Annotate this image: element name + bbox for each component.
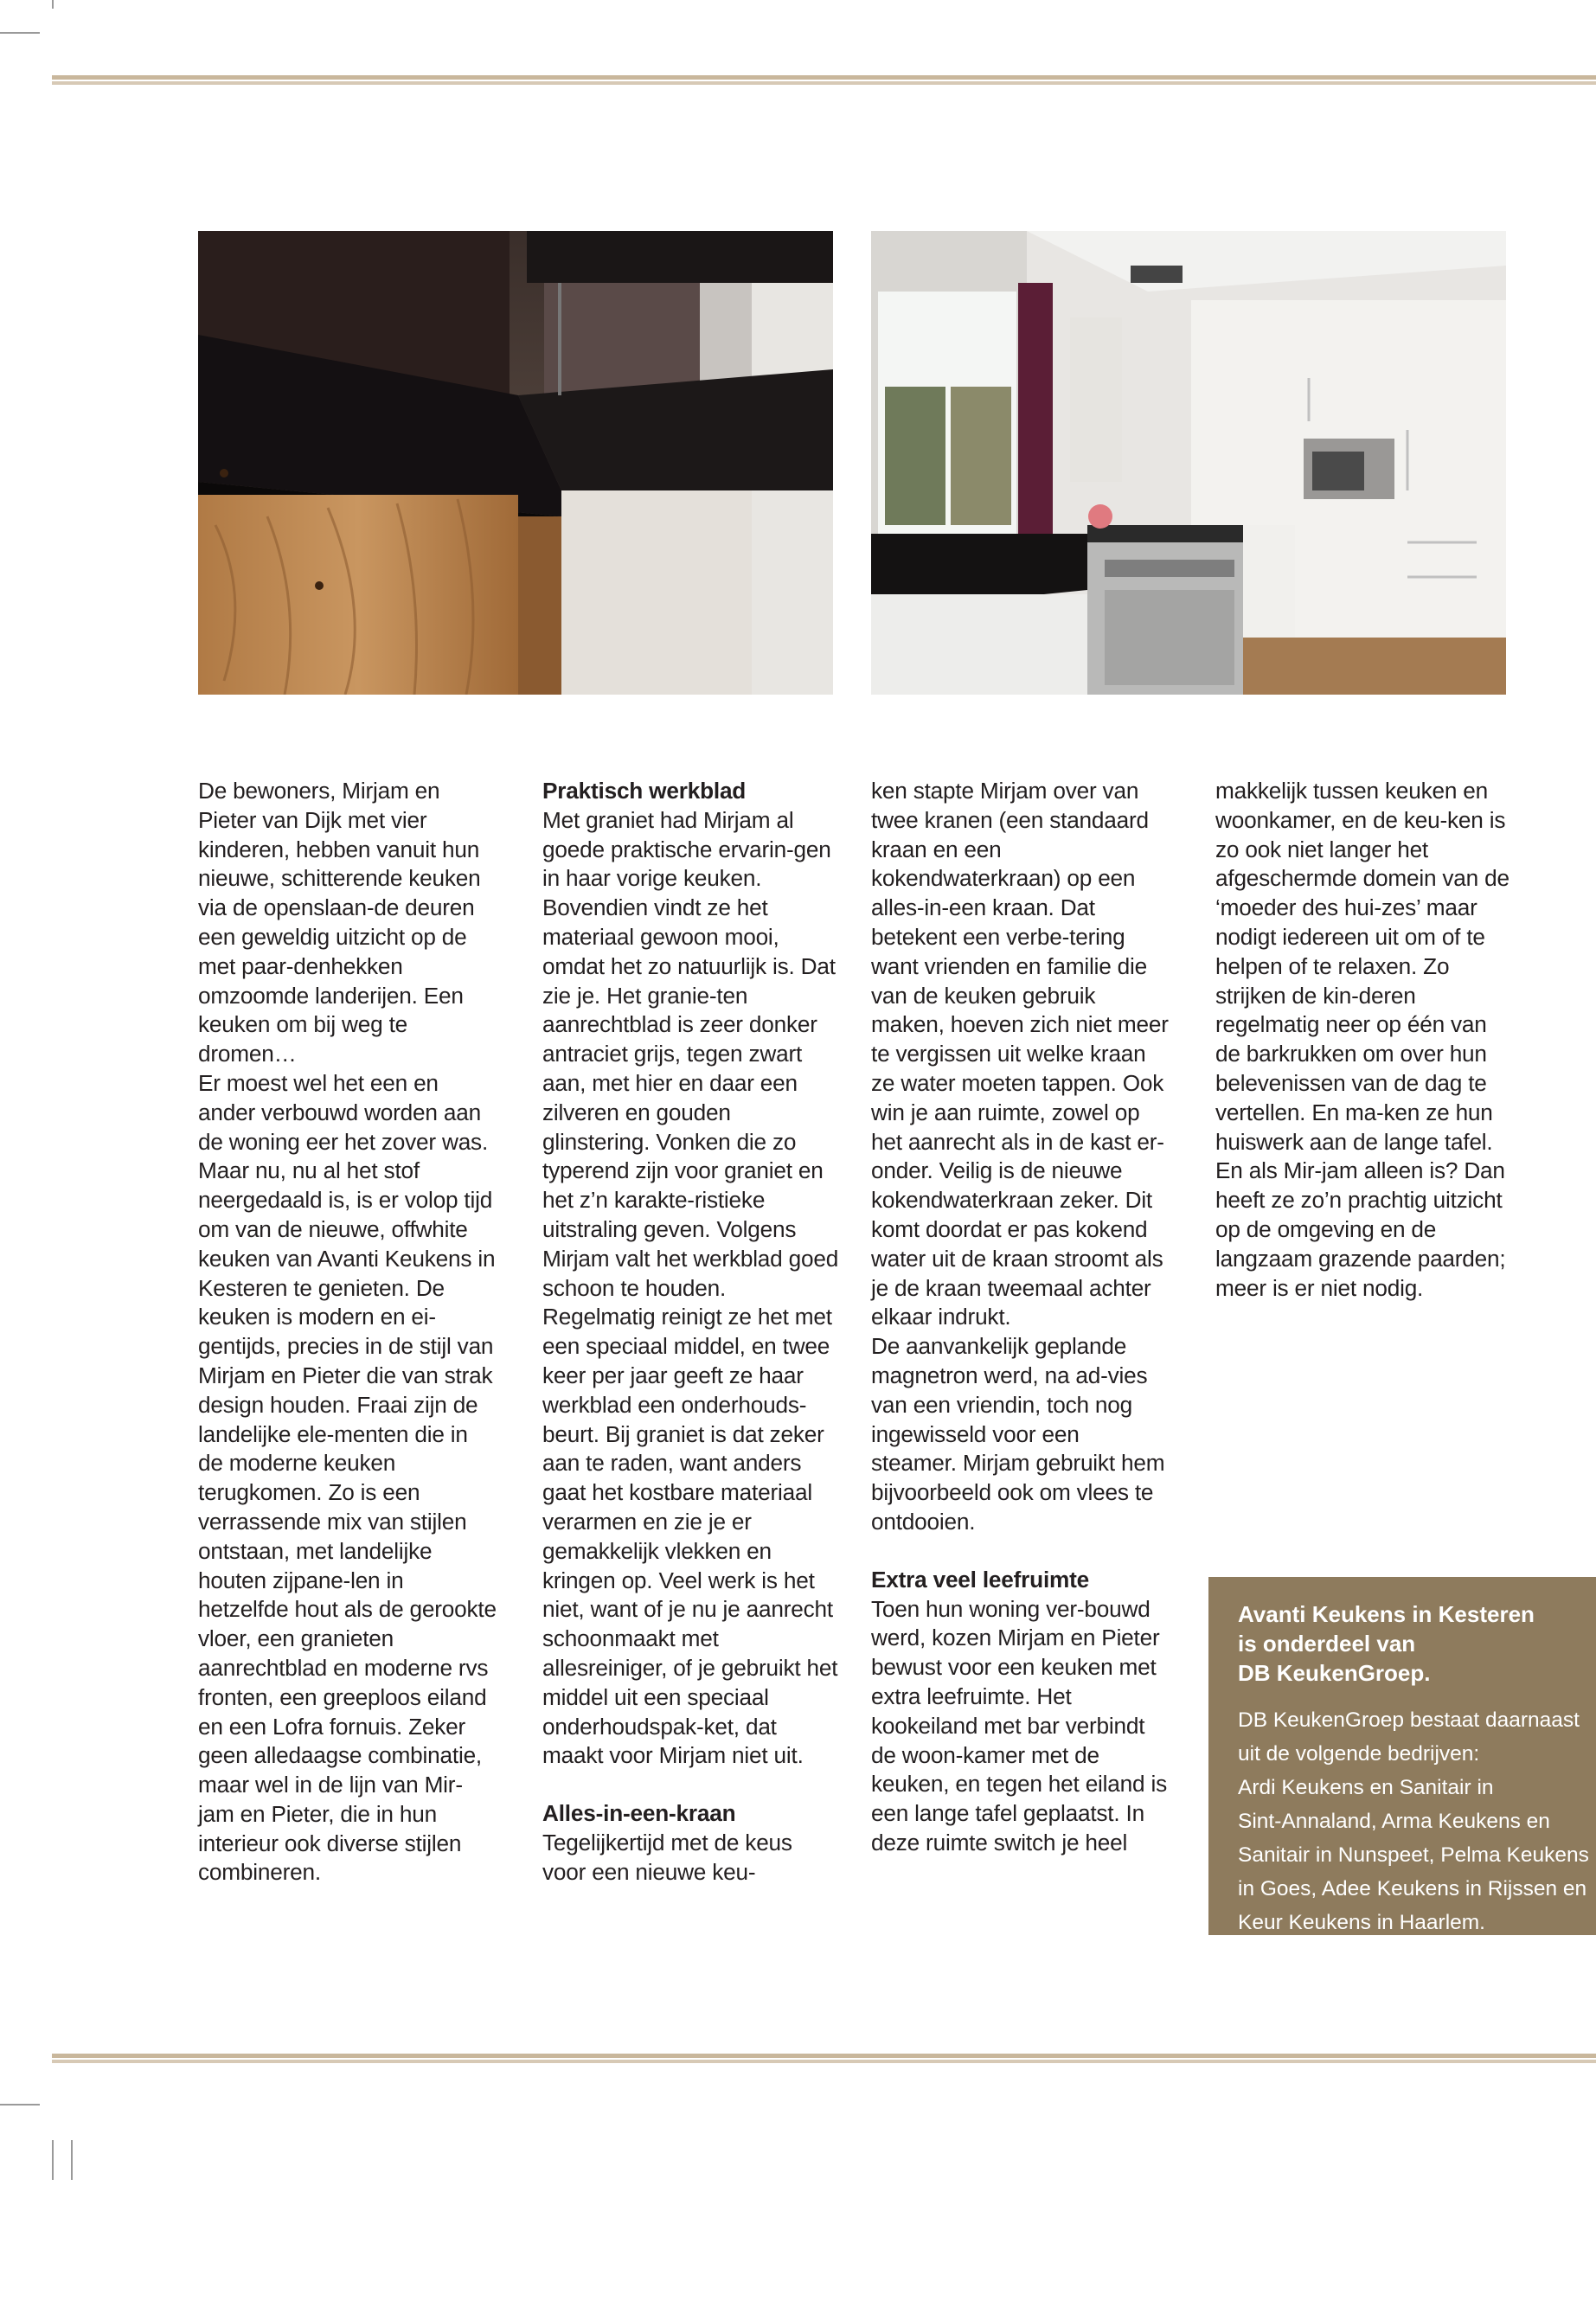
- info-box-line: Ardi Keukens en Sanitair in: [1238, 1776, 1494, 1799]
- crop-mark: [71, 2140, 73, 2180]
- crop-mark: [52, 0, 54, 9]
- paragraph: makkelijk tussen keuken en woonkamer, en de keu-ken is zo ook niet langer het afgeschermde domein van de ‘moeder des hui-zes’ maar nodigt iedereen uit om of te helpen of te relaxen. Zo strijken de kin-deren regelmatig neer op één van de barkrukken om over hun belevenissen van de dag te vertellen. En ma-ken ze hun huiswerk aan de lange tafel. En als Mir-jam alleen is? Dan heeft ze zo’n prachtig uitzicht op de omgeving en de langzaam grazende paarden; meer is er niet nodig.: [1215, 778, 1509, 1301]
- info-box: [1208, 1577, 1596, 1935]
- subheading: Alles-in-een-kraan: [542, 1800, 736, 1827]
- paragraph: Met graniet had Mirjam al goede praktische ervarin-gen in haar vorige keuken. Bovendien vindt ze het materiaal gewoon mooi, omdat het zo natuurlijk is. Dat zie je. Het granie-ten aanrechtblad is zeer donker antraciet grijs, tegen zwart aan, met hier en daar een zilveren en gouden glinstering. Vonken die zo typerend zijn voor graniet en het z’n karakte-ristieke uitstraling geven. Volgens Mirjam valt het werkblad goed schoon te houden. Regelmatig reinigt ze het met een speciaal middel, en twee keer per jaar geeft ze haar werkblad een onderhouds-beurt. Bij graniet is dat zeker aan te raden, want anders gaat het kostbare materiaal verarmen en zie je er gemakkelijk vlekken en kringen op. Veel werk is het niet, want of je nu je aanrecht schoonmaakt met allesreiniger, of je gebruikt het middel uit een speciaal onderhoudspak-ket, dat maakt voor Mirjam niet uit.: [542, 806, 839, 1769]
- paragraph: De aanvankelijk geplande magnetron werd, na ad-vies van een vriendin, toch nog ingewisseld voor een steamer. Mirjam gebruikt hem bijvoorbeeld ook om vlees te ontdooien.: [871, 1333, 1165, 1535]
- paragraph: De bewoners, Mirjam en Pieter van Dijk met vier kinderen, hebben vanuit hun nieuwe, schitterende keuken via de openslaan-de deuren een geweldig uitzicht op de met paar-denhekken omzoomde landerijen. Een keuken om bij weg te dromen…: [198, 778, 481, 1067]
- info-box-title-line: is onderdeel van: [1238, 1631, 1416, 1657]
- article-column-4: [1215, 777, 1514, 1303]
- bottom-rule: [52, 2054, 1596, 2063]
- top-rule: [52, 75, 1596, 85]
- photo-countertop-closeup: [198, 231, 833, 695]
- info-box-title-line: DB KeukenGroep.: [1238, 1660, 1431, 1686]
- info-box-line: Sanitair in Nunspeet, Pelma Keukens: [1238, 1843, 1589, 1867]
- crop-mark: [0, 2104, 40, 2106]
- photo-countertop-closeup-image: [198, 231, 833, 695]
- crop-mark: [0, 32, 40, 34]
- article-column-1: [198, 777, 497, 1888]
- info-box-line: uit de volgende bedrijven:: [1238, 1742, 1480, 1766]
- paragraph: Tegelijkertijd met de keus voor een nieuwe keu-: [542, 1829, 792, 1885]
- subheading: Extra veel leefruimte: [871, 1566, 1089, 1593]
- info-box-title-line: Avanti Keukens in Kesteren: [1238, 1601, 1535, 1627]
- article-column-3: [871, 777, 1170, 1858]
- info-box-title: [1238, 1599, 1596, 1688]
- photo-kitchen-overview-image: [871, 231, 1506, 695]
- info-box-line: Keur Keukens in Haarlem.: [1238, 1911, 1485, 1934]
- subheading: Praktisch werkblad: [542, 778, 747, 804]
- info-box-line: in Goes, Adee Keukens in Rijssen en: [1238, 1877, 1587, 1900]
- photo-kitchen-overview: [871, 231, 1506, 695]
- info-box-line: DB KeukenGroep bestaat daarnaast: [1238, 1708, 1580, 1732]
- info-box-line: Sint-Annaland, Arma Keukens en: [1238, 1810, 1550, 1833]
- crop-mark: [52, 2140, 54, 2180]
- paragraph: ken stapte Mirjam over van twee kranen (een standaard kraan en een kokendwaterkraan) op een alles-in-een kraan. Dat betekent een verbe-tering want vrienden en familie die van de keuken gebruik maken, hoeven zich niet meer te vergissen uit welke kraan ze water moeten tappen. Ook win je aan ruimte, zowel op het aanrecht als in de kast er-onder. Veilig is de nieuwe kokendwaterkraan zeker. Dit komt doordat er pas kokend water uit de kraan stroomt als je de kraan tweemaal achter elkaar indrukt.: [871, 778, 1169, 1330]
- article-column-2: [542, 777, 841, 1887]
- paragraph: Toen hun woning ver-bouwd werd, kozen Mirjam en Pieter bewust voor een keuken met extra leefruimte. Het kookeiland met bar verbindt de woon-kamer met de keuken, en tegen het eiland is een lange tafel geplaatst. In deze ruimte switch je heel: [871, 1595, 1167, 1856]
- paragraph: Er moest wel het een en ander verbouwd worden aan de woning eer het zover was. Maar nu, nu al het stof neergedaald is, is er volop tijd om van de nieuwe, offwhite keuken van Avanti Keukens in Kesteren te genieten. De keuken is modern en ei-gentijds, precies in de stijl van Mirjam en Pieter die van strak design houden. Fraai zijn de landelijke ele-menten die in de moderne keuken terugkomen. Zo is een verrassende mix van stijlen ontstaan, met landelijke houten zijpane-len in hetzelfde hout als de gerookte vloer, een granieten aanrechtblad en moderne rvs fronten, een greeploos eiland en een Lofra fornuis. Zeker geen alledaagse combinatie, maar wel in de lijn van Mir-jam en Pieter, die in hun interieur ook diverse stijlen combineren.: [198, 1069, 497, 1886]
